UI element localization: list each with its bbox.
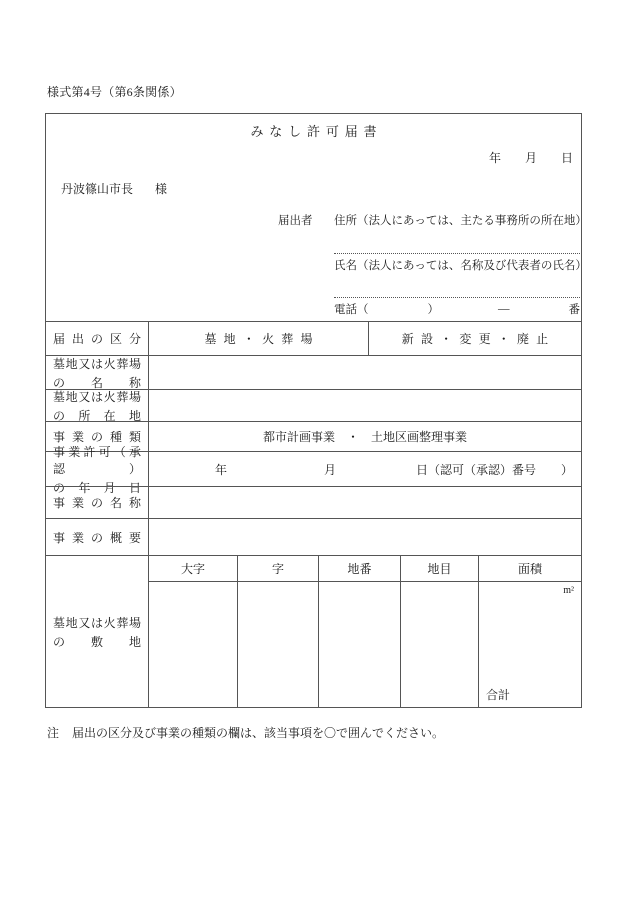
phone-dash: ― [498, 303, 510, 315]
row-permit-date [46, 444, 581, 495]
address-fill-line [334, 253, 580, 254]
footnote-marker: 注 [47, 726, 60, 740]
category-label: 届出の区分 [53, 332, 141, 346]
row-facility-location [46, 389, 581, 421]
name-fill-line [334, 297, 580, 298]
phone-close-paren: ） [427, 304, 439, 316]
name-label: 氏名（法人にあっては、名称及び代表者の氏名） [334, 260, 587, 272]
area-value-cell [479, 582, 581, 707]
form-number: 様式第4号（第6条関係） [47, 85, 182, 99]
land-category-value-cell [401, 582, 479, 707]
permit-year-label: 年 [215, 462, 228, 477]
footnote-text: 届出の区分及び事業の種類の欄は、該当事項を〇で囲んでください。 [72, 726, 445, 740]
form-title: みなし許可届書 [250, 124, 383, 139]
permit-date-label-line1: 事業許可（承認） [53, 444, 141, 476]
facility-name-label-line2: の名称 [53, 375, 141, 390]
site-label-line1: 墓地又は火葬場 [53, 615, 141, 630]
permit-day-number-label: 日（認可（承認）番号 [416, 462, 537, 477]
column-header-aza: 字 [238, 556, 319, 581]
business-outline-label: 事業の概要 [53, 530, 141, 545]
business-type-label: 事業の種類 [53, 430, 141, 444]
address-label: 住所（法人にあっては、主たる事務所の所在地） [334, 215, 587, 227]
site-label-line2: の敷地 [53, 634, 141, 649]
permit-number-close-paren: ） [560, 462, 573, 477]
honorific-label: 様 [155, 182, 168, 196]
addressee-line [61, 180, 167, 197]
site-subtable [149, 556, 581, 707]
permit-date-label-line2: の年月日 [53, 480, 141, 495]
facility-options: 墓地・火葬場 [204, 332, 320, 346]
column-header-area: 面積 [517, 562, 542, 576]
row-business-outline [46, 518, 581, 555]
phone-line [334, 301, 580, 317]
total-label: 合計 [486, 688, 511, 702]
business-name-label: 事業の名称 [53, 496, 141, 510]
row-category [46, 321, 581, 355]
date-line: 年 月 日 [488, 151, 573, 165]
facility-location-value-cell [149, 390, 581, 421]
facility-location-label-line2: の所在地 [53, 408, 141, 423]
phone-prefix: 電話（ [334, 304, 369, 316]
facility-name-label-line1: 墓地又は火葬場 [53, 356, 141, 371]
form-header [46, 114, 587, 321]
site-subtable-body [149, 582, 581, 707]
column-header-oaza: 大字 [149, 556, 238, 581]
lot-number-value-cell [319, 582, 401, 707]
form-sheet [45, 113, 587, 708]
aza-value-cell [238, 582, 319, 707]
action-options: 新設・変更・廃止 [401, 332, 556, 346]
site-subtable-header [149, 556, 581, 582]
permit-date-value-cell [149, 452, 581, 486]
row-facility-name [46, 355, 581, 389]
column-header-land-category: 地目 [401, 556, 479, 581]
addressee-name: 丹波篠山市長 [61, 182, 134, 196]
phone-suffix: 番 [568, 304, 580, 316]
area-unit-label: m² [563, 585, 574, 596]
facility-location-label-line1: 墓地又は火葬場 [53, 389, 141, 404]
business-outline-value-cell [149, 519, 581, 555]
row-business-name [46, 486, 581, 518]
facility-name-value-cell [149, 356, 581, 389]
declarant-label: 届出者 [278, 215, 313, 227]
business-type-options: 都市計画事業 ・ 土地区画整理事業 [262, 430, 467, 444]
column-header-lot-number: 地番 [319, 556, 401, 581]
oaza-value-cell [149, 582, 238, 707]
business-name-value-cell [149, 487, 581, 518]
permit-month-label: 月 [324, 462, 337, 477]
row-site [46, 555, 581, 707]
footnote [47, 724, 572, 741]
